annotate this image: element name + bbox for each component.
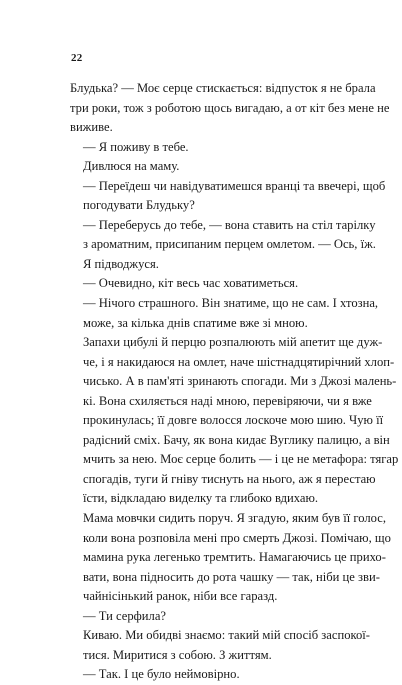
- paragraph: [70, 509, 391, 607]
- text-line: Я підводжуся.: [83, 256, 159, 271]
- paragraph: [70, 216, 376, 255]
- paragraph: [70, 274, 350, 294]
- text-line: тися. Миритися з собою. З життям.: [83, 647, 272, 662]
- text-line: — Переберусь до тебе, — вона ставить на стіл тарілку: [83, 217, 376, 232]
- paragraph: [70, 607, 350, 627]
- paragraph: [70, 79, 390, 138]
- text-line: прокинулась; її довге волосся лоскоче мою шию. Чую її: [83, 413, 384, 428]
- paragraph: [70, 333, 399, 509]
- paragraph: [70, 294, 379, 333]
- text-line: — Переїдеш чи навідуватимешся вранці та ввечері, щоб: [83, 178, 386, 193]
- text-line: мамина рука легенько тремтить. Намагаючись це прихо-: [83, 550, 386, 565]
- text-line: Блудька? — Моє серце стискається: відпусток я не брала: [70, 81, 376, 95]
- text-line: погодувати Блудьку?: [83, 198, 195, 213]
- text-line: спогадів, туги й гніву тиснуть на нього, аж я перестаю: [83, 471, 376, 486]
- paragraph: [70, 138, 350, 158]
- text-line: з ароматним, присипаним перцем омлетом. — Ось, їж.: [83, 237, 376, 252]
- paragraph: [70, 665, 350, 685]
- text-line: Дивлюся на маму.: [83, 159, 180, 174]
- text-line: вати, вона підносить до рота чашку — так, ніби це зви-: [83, 569, 380, 584]
- text-line: — Нічого страшного. Він знатиме, що не сам. І хтозна,: [83, 296, 379, 311]
- page-number: 22: [71, 52, 83, 64]
- text-line: че, і я накидаюся на омлет, наче шістнадцятирічний хлоп-: [83, 354, 395, 369]
- text-line: їсти, відкладаю виделку та глибоко вдихаю.: [83, 491, 319, 506]
- text-line: коли вона розповіла мені про смерть Джозі. Помічаю, що: [83, 530, 391, 545]
- text-line: Киваю. Ми обидві знаємо: такий мій спосіб заспокої-: [83, 628, 370, 643]
- paragraph: [70, 626, 370, 665]
- text-line: чайнісінький ранок, ніби все гаразд.: [83, 589, 278, 604]
- text-line: Мама мовчки сидить поруч. Я згадую, яким був її голос,: [83, 511, 386, 526]
- paragraph: [70, 177, 386, 216]
- text-line: — Очевидно, кіт весь час ховатиметься.: [83, 276, 299, 291]
- text-line: Запахи цибулі й перцю розпалюють мій апетит ще дуж-: [83, 335, 383, 350]
- text-line: виживе.: [70, 120, 113, 135]
- text-line: — Так. І це було неймовірно.: [83, 667, 240, 682]
- text-line: — Я поживу в тебе.: [83, 139, 189, 154]
- text-line: радісний сміх. Бачу, як вона кидає Вуглику палицю, а він: [83, 432, 390, 447]
- text-line: чисько. А в пам'яті зринають спогади. Ми з Джозі малень-: [83, 374, 397, 389]
- text-line: — Ти серфила?: [83, 608, 167, 623]
- text-line: може, за кілька днів спатиме вже зі мною.: [83, 315, 308, 330]
- paragraph: [70, 255, 350, 275]
- body-text: [70, 79, 399, 685]
- paragraph: [70, 157, 350, 177]
- text-line: кі. Вона схиляється наді мною, перевіряючи, чи я вже: [83, 393, 372, 408]
- text-line: три роки, тож з роботою щось вигадаю, а от кіт без мене не: [70, 100, 390, 115]
- text-line: мчить за нею. Моє серце болить — і це не метафора: тягар: [83, 452, 399, 467]
